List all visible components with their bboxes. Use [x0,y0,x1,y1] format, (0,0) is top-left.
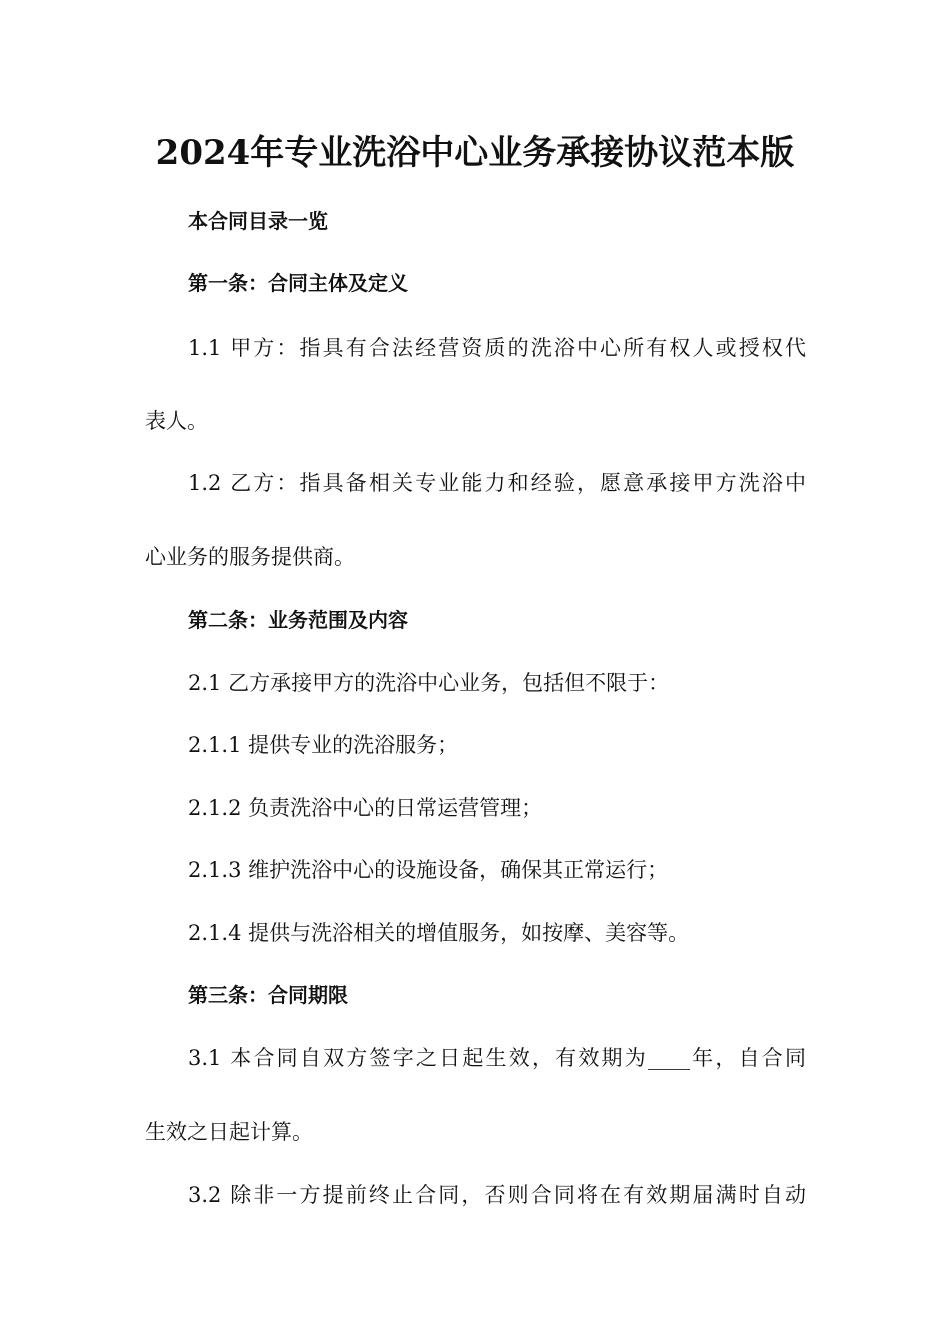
clause-3-2-line-1: 3.2 除非一方提前终止合同，否则合同将在有效期届满时自动 [188,1183,806,1207]
document-title: 2024年专业洗浴中心业务承接协议范本版 [155,133,795,173]
clause-3-1-line-2: 生效之日起计算。 [145,1120,313,1144]
clause-2-1-3: 2.1.3 维护洗浴中心的设施设备，确保其正常运行； [188,858,669,882]
clause-2-1: 2.1 乙方承接甲方的洗浴中心业务，包括但不限于： [188,671,670,695]
article-3-heading: 第三条：合同期限 [188,983,348,1007]
clause-1-1-line-2: 表人。 [145,409,208,433]
clause-3-1-line-1: 3.1 本合同自双方签字之日起生效，有效期为____年，自合同 [188,1046,806,1070]
article-1-heading: 第一条：合同主体及定义 [188,271,408,295]
clause-1-1-line-1: 1.1 甲方：指具有合法经营资质的洗浴中心所有权人或授权代 [188,336,806,360]
clause-2-1-4: 2.1.4 提供与洗浴相关的增值服务，如按摩、美容等。 [188,921,690,945]
clause-2-1-2: 2.1.2 负责洗浴中心的日常运营管理； [188,796,543,820]
article-2-heading: 第二条：业务范围及内容 [188,608,408,632]
toc-heading: 本合同目录一览 [188,209,328,233]
clause-2-1-1: 2.1.1 提供专业的洗浴服务； [188,733,459,757]
clause-1-2-line-1: 1.2 乙方：指具备相关专业能力和经验，愿意承接甲方洗浴中 [188,471,806,495]
clause-1-2-line-2: 心业务的服务提供商。 [145,545,355,569]
